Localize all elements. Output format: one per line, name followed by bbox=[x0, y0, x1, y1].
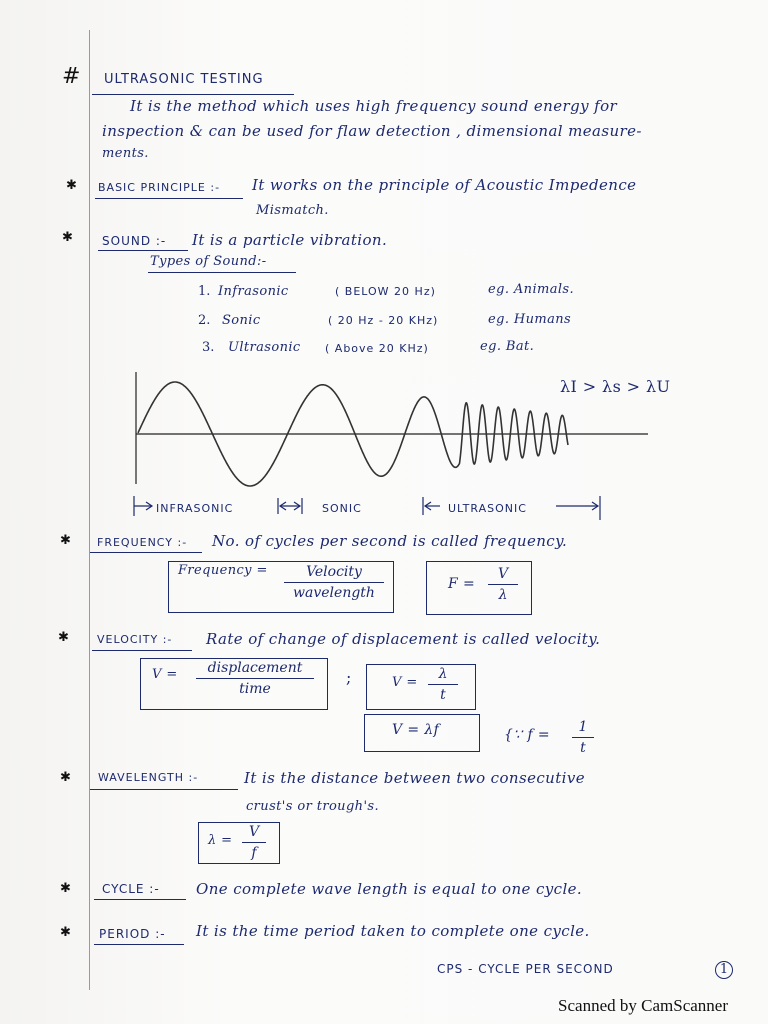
type-name: Sonic bbox=[222, 313, 261, 328]
fraction-numerator: V bbox=[248, 824, 260, 840]
cps-note: CPS - CYCLE PER SECOND bbox=[437, 962, 614, 976]
type-range: ( Above 20 KHz) bbox=[325, 342, 429, 355]
bullet-star-icon: ✱ bbox=[60, 533, 71, 548]
period-label: PERIOD :- bbox=[99, 927, 166, 941]
period-text: It is the time period taken to complete one cycle. bbox=[196, 922, 590, 940]
sonic-label: SONIC bbox=[322, 502, 362, 515]
fraction-denominator: wavelength bbox=[293, 585, 375, 601]
type-range: ( 20 Hz - 20 KHz) bbox=[328, 314, 439, 327]
velocity-label: VELOCITY :- bbox=[97, 633, 173, 646]
velocity-f1-fraction bbox=[196, 660, 314, 697]
fraction-numerator: displacement bbox=[207, 660, 303, 676]
bullet-star-icon: ✱ bbox=[66, 178, 77, 193]
wavelength-fraction bbox=[242, 824, 266, 861]
intro-line-3: ments. bbox=[102, 146, 149, 161]
velocity-semicolon: ; bbox=[346, 668, 352, 687]
velocity-note: {∵ f = bbox=[504, 727, 551, 743]
page-number: 1 bbox=[715, 961, 733, 979]
f-fraction bbox=[488, 566, 518, 603]
fraction-numerator: 1 bbox=[578, 719, 588, 735]
wavelength-relation: λI > λs > λU bbox=[560, 377, 671, 396]
frequency-label: FREQUENCY :- bbox=[97, 536, 188, 549]
fraction-denominator: f bbox=[251, 845, 257, 861]
wavelength-text: It is the distance between two consecutive bbox=[244, 769, 585, 787]
wavelength-underline bbox=[90, 789, 238, 790]
basic-principle-label: BASIC PRINCIPLE :- bbox=[98, 181, 221, 194]
velocity-note-fraction bbox=[572, 719, 594, 756]
fraction-numerator: Velocity bbox=[306, 564, 362, 580]
type-example: eg. Bat. bbox=[480, 339, 535, 354]
cycle-text: One complete wave length is equal to one cycle. bbox=[196, 880, 583, 898]
scanner-watermark: Scanned by CamScanner bbox=[558, 996, 728, 1015]
frequency-formula-lhs: Frequency = bbox=[178, 563, 268, 578]
bullet-star-icon: ✱ bbox=[60, 881, 71, 896]
type-num: 2. bbox=[198, 313, 211, 328]
type-num: 1. bbox=[198, 284, 211, 299]
wavelength-text-2: crust's or trough's. bbox=[246, 799, 380, 814]
velocity-f1-lhs: V = bbox=[152, 667, 178, 682]
types-of-sound-heading: Types of Sound:- bbox=[150, 254, 267, 269]
type-range: ( BELOW 20 Hz) bbox=[335, 285, 436, 298]
type-name: Ultrasonic bbox=[228, 340, 301, 355]
basic-principle-text: It works on the principle of Acoustic Impedence bbox=[252, 176, 637, 194]
type-num: 3. bbox=[202, 340, 215, 355]
velocity-f2-lhs: V = bbox=[392, 675, 418, 690]
bullet-star-icon: ✱ bbox=[58, 630, 69, 645]
velocity-underline bbox=[92, 650, 192, 651]
sound-label: SOUND :- bbox=[102, 234, 167, 248]
fraction-denominator: λ bbox=[498, 587, 508, 603]
bullet-star-icon: ✱ bbox=[62, 230, 73, 245]
ultrasonic-label: ULTRASONIC bbox=[448, 502, 527, 515]
infrasonic-label: INFRASONIC bbox=[156, 502, 234, 515]
fraction-denominator: t bbox=[440, 687, 446, 703]
bullet-star-icon: ✱ bbox=[60, 770, 71, 785]
velocity-f2-box bbox=[366, 664, 476, 710]
wavelength-f-lhs: λ = bbox=[208, 833, 233, 848]
frequency-text: No. of cycles per second is called frequency. bbox=[212, 532, 568, 550]
page-title: ULTRASONIC TESTING bbox=[104, 72, 264, 87]
frequency-fraction bbox=[284, 564, 384, 601]
type-name: Infrasonic bbox=[218, 284, 289, 299]
fraction-denominator: t bbox=[580, 740, 586, 756]
bullet-star-icon: ✱ bbox=[60, 925, 71, 940]
velocity-f3: V = λf bbox=[392, 722, 440, 738]
velocity-text: Rate of change of displacement is called velocity. bbox=[206, 630, 601, 648]
velocity-f2-fraction bbox=[428, 666, 458, 703]
fraction-denominator: time bbox=[239, 681, 271, 697]
frequency-underline bbox=[90, 552, 202, 553]
cycle-label: CYCLE :- bbox=[102, 882, 160, 896]
heading-hash: # bbox=[62, 64, 81, 89]
cycle-underline bbox=[94, 899, 186, 900]
wavelength-label: WAVELENGTH :- bbox=[98, 771, 199, 784]
basic-principle-text-2: Mismatch. bbox=[256, 203, 329, 218]
sound-text: It is a particle vibration. bbox=[192, 231, 388, 249]
f-formula-lhs: F = bbox=[448, 576, 476, 592]
intro-line-1: It is the method which uses high frequency sound energy for bbox=[130, 97, 618, 115]
type-example: eg. Animals. bbox=[488, 282, 575, 297]
period-underline bbox=[94, 944, 184, 945]
intro-line-2: inspection & can be used for flaw detection , dimensional measure- bbox=[102, 122, 642, 140]
fraction-numerator: V bbox=[497, 566, 509, 582]
type-example: eg. Humans bbox=[488, 312, 572, 327]
fraction-numerator: λ bbox=[438, 666, 448, 682]
